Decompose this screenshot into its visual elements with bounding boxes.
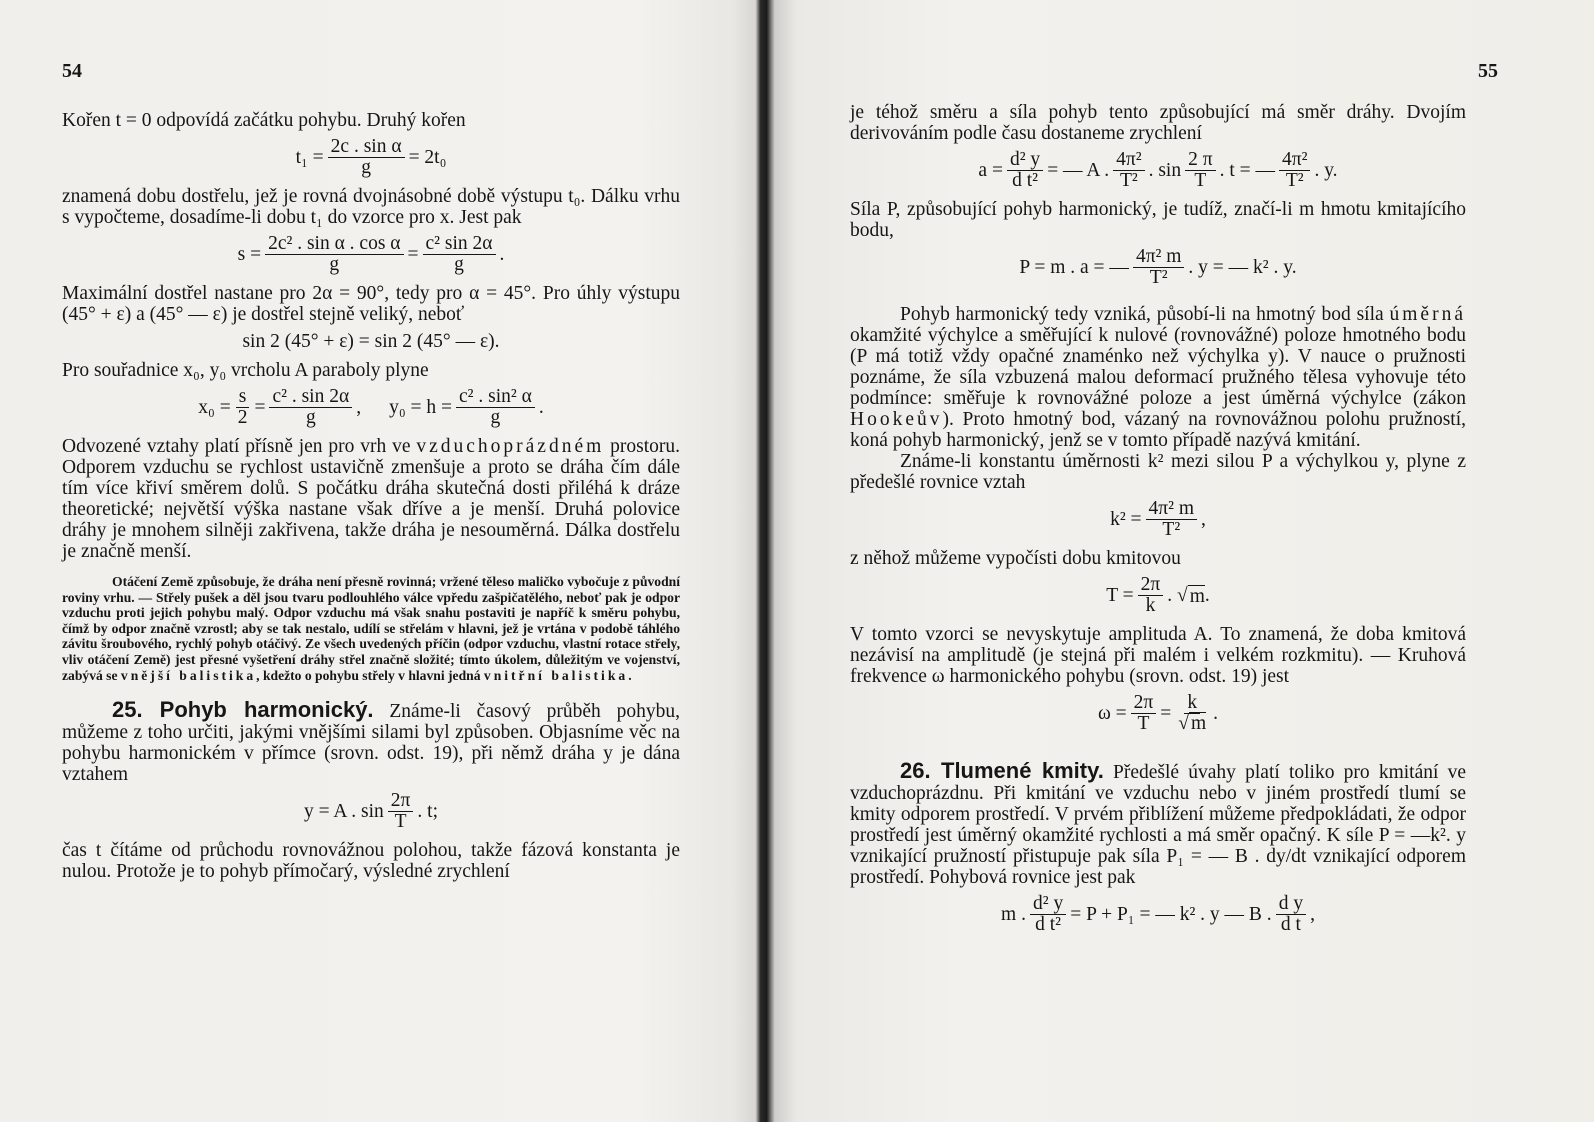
- denominator: g: [329, 254, 340, 275]
- denominator: g: [454, 254, 464, 275]
- equation: [62, 331, 680, 352]
- fraction: [1007, 150, 1043, 191]
- fraction: [423, 234, 496, 275]
- equation: [850, 150, 1466, 191]
- equation-part: =: [254, 397, 266, 418]
- equation: [850, 575, 1466, 616]
- numerator: 2 π: [1185, 150, 1215, 171]
- spaced-text: vzduchoprázdném: [416, 436, 605, 457]
- fraction: [1138, 575, 1164, 616]
- spaced-text: vnitřní balistika: [483, 667, 629, 683]
- paragraph: Maximální dostřel nastane pro 2α = 90°, tedy pro α = 45°. Pro úhly výstupu (45° + ε) a (45° — ε) je dostřel stejně veliký, neboť: [62, 283, 680, 325]
- fraction: [1276, 894, 1306, 935]
- numerator: 2c . sin α: [328, 137, 405, 158]
- fraction: [1133, 247, 1184, 288]
- denominator: T²: [1285, 170, 1304, 191]
- text-run: Známe-li časový průběh pohybu, můžeme z toho určiti, jakými vnějšími silami byl způsoben. Objasníme věc na pohybu harmonickém v přímce (srovn. odst. 19), při němž dráha y je dána vztahem: [62, 701, 680, 786]
- left-text-column: [62, 110, 680, 882]
- fraction: [235, 387, 251, 428]
- equation-part: . sin: [1148, 160, 1182, 181]
- paragraph: znamená dobu dostřelu, jež je rovná dvojnásobné době výstupu t₀. Dálku vrhu s vypočteme, dosadíme-li dobu t₁ do vzorce pro x. Jest pak: [62, 186, 680, 228]
- text-run: , kdežto o pohybu střely v hlavni jedná: [256, 667, 484, 683]
- equation-part: x₀ =: [198, 397, 231, 418]
- paragraph: [850, 760, 1466, 888]
- numerator: d y: [1276, 894, 1306, 915]
- numerator: 4π² m: [1146, 499, 1197, 520]
- numerator: k: [1184, 693, 1200, 714]
- fraction: [1279, 150, 1310, 191]
- numerator: 4π²: [1113, 150, 1144, 171]
- numerator: 2c² . sin α . cos α: [265, 234, 403, 255]
- equation-part: sin 2 (45° + ε) = sin 2 (45° — ε).: [242, 331, 500, 352]
- note-paragraph: [62, 574, 680, 683]
- right-page: [772, 0, 1594, 1122]
- fraction: [1113, 150, 1144, 191]
- equation-part: = P + P₁ = — k² . y — B .: [1070, 904, 1272, 925]
- footnote-block: [62, 574, 680, 683]
- numerator: 4π²: [1279, 150, 1310, 171]
- equation-part: ,: [1310, 904, 1315, 925]
- numerator: c² . sin 2α: [269, 387, 352, 408]
- right-text-column: [850, 102, 1466, 943]
- denominator: T²: [1119, 170, 1138, 191]
- paragraph: V tomto vzorci se nevyskytuje amplituda A. To znamená, že doba kmitová nezávisí na amplitudě (je stejná při malém i velkém rozkmitu). — Kruhová frekvence ω harmonického pohybu (srovn. odst. 19) jest: [850, 624, 1466, 687]
- equation-part: ω =: [1097, 703, 1127, 724]
- denominator: k: [1145, 595, 1156, 616]
- text-run: prostoru. Odporem vzduchu se rychlost ustavičně zmenšuje a proto se dráha čím dále tím více křiví směrem dolů. S počátku dráha skutečná dosti přiléhá k dráze theoretické; největší výška nastane však dříve a je menší. Druhá polovice dráhy je mnohem silněji zakřivena, takže dráha je nesouměrná. Dálka dostřelu je značně menší.: [62, 436, 680, 562]
- radicand: m: [1190, 713, 1207, 734]
- paragraph: Kořen t = 0 odpovídá začátku pohybu. Druhý kořen: [62, 110, 466, 131]
- equation-part: a =: [978, 160, 1003, 181]
- equation-part: ,: [356, 397, 362, 418]
- paragraph: Známe-li konstantu úměrnosti k² mezi silou P a výchylkou y, plyne z předešlé rovnice vztah: [850, 451, 1466, 493]
- equation-part: T =: [1106, 585, 1134, 606]
- equation: [62, 387, 680, 428]
- equation: [850, 894, 1466, 935]
- denominator: d t: [1280, 914, 1301, 935]
- fraction: [456, 387, 535, 428]
- text-run: ). Proto hmotný bod, vázaný na rovnovážnou polohu pružností, koná pohyb harmonický, jenž se v tomto případě nazývá kmitání.: [850, 409, 1466, 451]
- text-run: Předešlé úvahy platí toliko pro kmitání ve vzduchoprázdnu. Při kmitání ve vzduchu nebo v jiném prostředí tlumí se kmity odporem prostředí. V prvém přiblížení můžeme předpokládati, že odpor prostředí jest úměrný okamžité rychlosti a má směr opačný. K síle P = —k². y vznikající pružností přistupuje pak síla P₁ = — B . dy/dt vznikající odporem prostředí. Pohybová rovnice jest pak: [850, 762, 1466, 888]
- equation-part: ,: [1201, 509, 1206, 530]
- denominator: g: [361, 157, 371, 178]
- denominator: d t²: [1035, 914, 1062, 935]
- numerator: 2π: [388, 791, 414, 812]
- denominator: T: [1194, 170, 1207, 191]
- fraction: [1185, 150, 1215, 191]
- numerator: d² y: [1030, 894, 1066, 915]
- equation-part: y₀ = h =: [389, 397, 452, 418]
- equation-part: m .: [1001, 904, 1026, 925]
- denominator: 2: [237, 407, 248, 428]
- denominator: d t²: [1012, 170, 1039, 191]
- paragraph: Síla P, způsobující pohyb harmonický, je tudíž, značí-li m hmotu kmitajícího bodu,: [850, 199, 1466, 241]
- denominator: T: [1137, 713, 1150, 734]
- left-page: [0, 0, 740, 1122]
- fraction: [1146, 499, 1197, 540]
- fraction: [328, 137, 405, 178]
- denominator: T²: [1162, 519, 1181, 540]
- page-number: 54: [62, 60, 82, 82]
- spaced-text: úměrná: [1389, 304, 1466, 325]
- equation-part: . t;: [417, 801, 438, 823]
- fraction: [1131, 693, 1157, 734]
- equation: [850, 693, 1466, 734]
- numerator: d² y: [1007, 150, 1043, 171]
- equation-part: s =: [237, 244, 262, 265]
- numerator: c² sin 2α: [423, 234, 496, 255]
- equation-part: k² =: [1110, 509, 1142, 530]
- equation-part: . t = —: [1219, 160, 1275, 181]
- equation-part: .: [538, 397, 544, 418]
- denominator: g: [305, 407, 316, 428]
- page-number: 55: [1478, 60, 1498, 82]
- radicand: m: [1189, 585, 1205, 607]
- fraction: [265, 234, 403, 275]
- spaced-text: Hookeův: [850, 409, 943, 430]
- denominator: g: [490, 407, 501, 428]
- equation: [62, 791, 680, 832]
- section-heading: 25. Pohyb harmonický.: [112, 697, 374, 723]
- fraction: [388, 791, 414, 832]
- paragraph: je téhož směru a síla pohyb tento způsobující má směr dráhy. Dvojím derivováním podle času dostaneme zrychlení: [850, 102, 1466, 144]
- equation-part: .: [1204, 585, 1210, 606]
- denominator: T²: [1149, 267, 1168, 288]
- fraction: [1175, 693, 1209, 734]
- equation-part: =: [1160, 703, 1172, 724]
- equation-part: . √: [1167, 585, 1188, 606]
- denominator: T: [394, 811, 407, 833]
- paragraph: z něhož můžeme vypočísti dobu kmitovou: [850, 548, 1181, 569]
- equation-part: t₁ =: [295, 147, 324, 168]
- equation-part: .: [499, 244, 505, 265]
- paragraph: čas t čítáme od průchodu rovnovážnou polohou, takže fázová konstanta je nulou. Protože je to pohyb přímočarý, výsledné zrychlení: [62, 840, 680, 883]
- equation-part: P = m . a = —: [1019, 257, 1129, 278]
- numerator: 2π: [1138, 575, 1164, 596]
- text-run: okamžité výchylce a směřující k nulové (rovnovážné) poloze hmotného bodu (P má totiž vždy opačné znaménko než výchylka y). V nauce o pružnosti poznáme, že síla vzbuzená malou deformací pružného tělesa vyhovuje této podmínce: směřuje k rovnovážné poloze a jest úměrná výchylce (zákon: [850, 325, 1466, 409]
- numerator: 4π² m: [1133, 247, 1184, 268]
- equation: [62, 137, 680, 178]
- equation-part: = 2t₀: [408, 147, 447, 168]
- equation-part: = — A .: [1047, 160, 1110, 181]
- equation-part: .: [1213, 703, 1219, 724]
- text-run: Pohyb harmonický tedy vzniká, působí-li na hmotný bod síla: [900, 304, 1390, 325]
- equation-part: . y = — k² . y.: [1188, 257, 1297, 278]
- equation: [850, 499, 1466, 540]
- fraction: [269, 387, 352, 428]
- fraction: [1030, 894, 1066, 935]
- equation: [850, 247, 1466, 288]
- equation-part: . y.: [1314, 160, 1338, 181]
- denominator: √ m: [1178, 713, 1207, 734]
- paragraph: [850, 304, 1466, 451]
- equation: [62, 234, 680, 275]
- text-run: .: [628, 667, 632, 683]
- equation-part: y = A . sin: [303, 801, 384, 823]
- paragraph: [62, 436, 680, 562]
- text-run: Otáčení Země způsobuje, že dráha není přesně rovinná; vržené těleso maličko vybočuje z původní roviny vrhu. — Střely pušek a děl jsou tvaru podlouhlého válce vpředu zašpičatělého, neboť pak je odpor vzduchu proti jejich pohybu malý. Odpor vzduchu má však snahu postaviti je napříč k směru pohybu, čímž by odpor značně vzrostl; aby se tak nestalo, udílí se střelám v hlavni, jež je vrtána v podobě táhlého závitu šroubového, rychlý pohyb otáčivý. Ze všech uvedených příčin (odpor vzduchu, vlastní rotace střely, vliv otáčení Země) jest přesné vyšetření dráhy střel značně složité; tímto úkolem, důležitým ve vojenství, zabývá se: [62, 574, 680, 683]
- numerator: 2π: [1131, 693, 1157, 714]
- spaced-text: vnější balistika: [120, 667, 257, 683]
- text-run: Odvozené vztahy platí přísně jen pro vrh ve: [62, 436, 417, 457]
- paragraph: Pro souřadnice x₀, y₀ vrcholu A paraboly plyne: [62, 360, 429, 381]
- paragraph: [62, 699, 680, 785]
- equation-part: =: [407, 244, 419, 265]
- numerator: s: [236, 387, 250, 408]
- section-heading: 26. Tlumené kmity.: [900, 758, 1104, 783]
- numerator: c² . sin² α: [456, 387, 535, 408]
